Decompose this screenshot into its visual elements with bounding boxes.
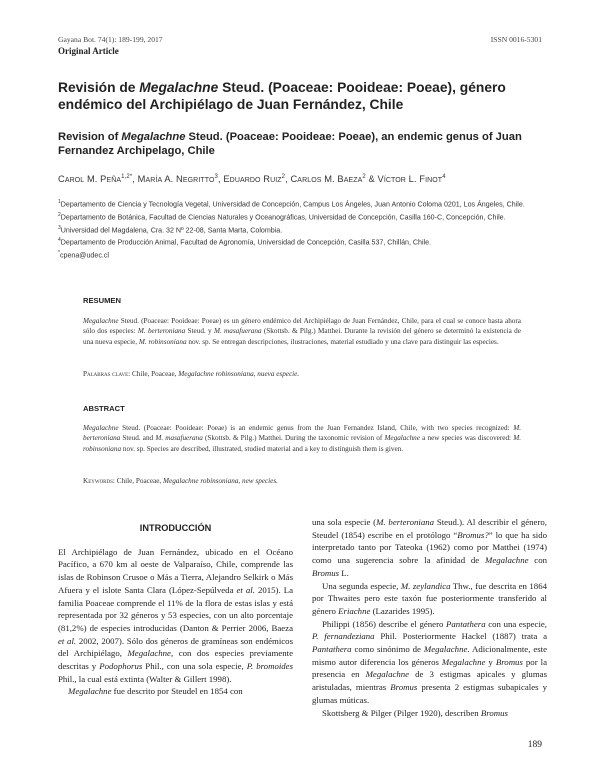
page-number: 189 xyxy=(527,740,542,750)
affiliation-item: $^2$Departamento de Botánica, Facultad de Ciencias Naturales y Oceanográficas, Universidad de Concepción, Casilla 160-C, Concepción, Chile. xyxy=(58,211,506,222)
header-left xyxy=(58,35,163,58)
author: María A. Negritto xyxy=(137,174,215,185)
title-english: Revision of Megalachne Steud. (Poaceae: Pooideae: Poeae), an endemic genus of Juan Fernandez Archipelago, Chile xyxy=(58,131,522,157)
abstract-text: Megalachne Steud. (Poaceae: Pooideae: Poeae) is an endemic genus from the Juan Fernandez Island, Chile, with two species recognized: M. berteroniana Steud. and M. masafuerana (Skottsb. & Pilg.) Matthei. During the taxonomic revision of Megalachne a new species was discovered: M. robinsoniana nov. sp. Species are described, illustrated, studied material and a key to distinguish them is given. xyxy=(83,424,522,453)
author: Víctor L. Finot xyxy=(377,174,443,185)
article-type: Original Article xyxy=(58,46,119,56)
title-spanish: Revisión de Megalachne Steud. (Poaceae: Pooideae: Poeae), género endémico del Archipiélago de Juan Fernández, Chile xyxy=(58,80,506,112)
author: Carol M. Peña xyxy=(58,174,122,185)
paragraph: Una segunda especie, M. zeylandica Thw., fue descrita en 1864 por Thwaites pero este taxón fue posteriormente transferido al género Eriachne (Lazarides 1995). xyxy=(312,580,547,616)
palabras-clave: Palabras clave: Chile, Poaceae, Megalachne robinsoniana, nueva especie. xyxy=(83,370,300,378)
author: Eduardo Ruiz xyxy=(223,174,282,185)
paragraph: Philippi (1856) describe el género Pantathera con una especie, P. fernandeziana Phil. Posteriormente Hackel (1887) trata a Pantathera como sinónimo de Megalachne. Adicionalmente, este mismo autor diferencia los géneros Megalachne y Bromus por la presencia en Megalachne de 3 estigmas apicales y glumas aristuladas, mientras Bromus presenta 2 estigmas subapicales y glumas múticas. xyxy=(312,618,548,705)
intro-heading: INTRODUCCIÓN xyxy=(139,523,212,533)
affiliations xyxy=(58,197,548,261)
journal-reference: Gayana Bot. 74(1): 189-199, 2017 xyxy=(58,35,163,44)
resumen-heading: RESUMEN xyxy=(83,296,121,305)
paragraph: Skottsberg & Pilger (Pilger 1920), describen Bromus xyxy=(322,707,508,718)
affiliation-item: $^4$Departamento de Producción Animal, Facultad de Agronomía, Universidad de Concepción, Casilla 537, Chillán, Chile. xyxy=(58,237,432,247)
author-list: Carol M. Peña$^{1,2*}$, María A. Negritto$^3$, Eduardo Ruiz$^2$, Carlos M. Baeza$^2$ & Víctor L. Finot$^4$ xyxy=(58,174,446,185)
paragraph: Megalachne fue descrito por Steudel en 1854 con xyxy=(68,686,243,697)
paragraph: El Archipiélago de Juan Fernández, ubicado en el Océano Pacífico, a 670 km al oeste de Valparaíso, Chile, comprende las islas de Robinson Crusoe o Más a Tierra, Alejandro Selkirk o Más Afuera y el islote Santa Clara (López-Sepúlveda et al. 2015). La familia Poaceae comprende el 11% de la flora de estas islas y está representada por 32 géneros y 53 especies, con un alto porcentaje (81,2%) de especies introducidas (Danton & Perrier 2006, Baeza et al. 2002, 2007). Sólo dos géneros de gramíneas son endémicos del Archipiélago, Megalachne, con dos especies previamente descritas y Podophorus Phil., con una sola especie, P. bromoides Phil., la cual está extinta (Walter & Gillert 1998). xyxy=(58,546,294,684)
body-column-right xyxy=(312,516,547,719)
paragraph: una sola especie (M. berteroniana Steud.). Al describir el género, Steudel (1854) escribe en el protólogo “Bromus?” lo que ha sido interpretado tanto por Tateoka (1962) como por Matthei (1974) como una sugerencia sobre la afinidad de Megalachne con Bromus L. xyxy=(312,517,548,578)
issn: ISSN 0016-5301 xyxy=(490,35,542,44)
corresponding-email[interactable]: *cpena@udec.cl xyxy=(58,250,109,260)
affiliation-item: $^3$Universidad del Magdalena, Cra. 32 Nº 22-08, Santa Marta, Colombia. xyxy=(58,224,283,234)
resumen-text: Megalachne Steud. (Poaceae: Pooideae: Poeae) es un género endémico del Archipiélago de Juan Fernández, Chile, para el cual se conoce hasta ahora sólo dos especies: M. berteroniana Steud. y M. masafuerana (Skottsb. & Pilg.) Matthei. Durante la revisión del género se determinó la existencia de una nueva especie, M. robinsoniana nov. sp. Se entregan descripciones, ilustraciones, material estudiado y una clave para distinguir las especies. xyxy=(83,317,521,346)
author: Carlos M. Baeza xyxy=(290,174,363,185)
body-column-left xyxy=(58,516,293,698)
keywords: Keywords: Chile, Poaceae, Megalachne robinsoniana, new species. xyxy=(83,477,278,485)
affiliation-item: $^1$Departamento de Ciencia y Tecnología Vegetal, Universidad de Concepción, Campus Los Ángeles, Juan Antonio Coloma 0201, Los Ángeles, Chile. xyxy=(58,199,525,209)
abstract-heading: ABSTRACT xyxy=(83,404,125,413)
